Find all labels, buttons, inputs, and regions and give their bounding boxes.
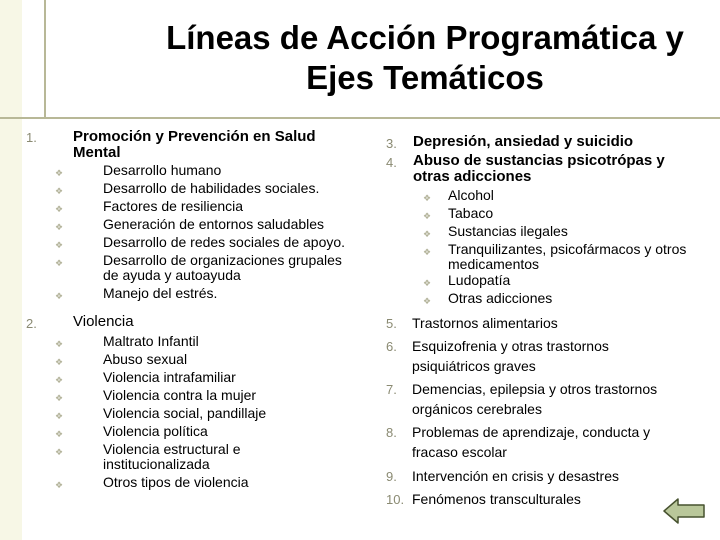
bullet-icon: ❖ (55, 411, 64, 421)
title-line-1: Líneas de Acción Programática y (166, 19, 684, 56)
list-item: ❖ Tranquilizantes, psicofármacos y otros medicamentos (423, 241, 687, 272)
list-item: ❖ Desarrollo de organizaciones grupales de ayuda y autoayuda (55, 252, 342, 283)
bullet-icon: ❖ (55, 339, 64, 349)
bullet-icon: ❖ (423, 193, 432, 203)
bullet-icon: ❖ (55, 375, 64, 385)
item-10-number: 10. (386, 492, 405, 507)
item-9-number: 9. (386, 469, 397, 484)
section-1-list (55, 162, 346, 304)
bullet-icon: ❖ (55, 357, 64, 367)
item-7-text: Demencias, epilepsia y otros trastornos orgánicos cerebrales (412, 381, 658, 417)
bullet-icon: ❖ (55, 186, 64, 196)
list-item: ❖ Otros tipos de violencia (103, 475, 266, 490)
vertical-rule (44, 0, 46, 118)
item-4-sublist (423, 187, 687, 309)
list-item: ❖ Generación de entornos saludables (103, 217, 345, 232)
bullet-icon: ❖ (55, 429, 64, 439)
item-9-text: Intervención en crisis y desastres (412, 468, 619, 484)
item-6-text: Esquizofrenia y otras trastornos psiquiátricos graves (412, 338, 609, 374)
bullet-icon: ❖ (423, 278, 432, 288)
list-item: ❖ Abuso sexual (103, 352, 266, 367)
list-item: ❖ Alcohol (448, 188, 686, 203)
arrow-left-icon (662, 497, 706, 525)
item-8-text: Problemas de aprendizaje, conducta y fracaso escolar (412, 424, 651, 460)
list-item: ❖ Violencia estructural e institucionalizada (55, 441, 241, 472)
section-2-number: 2. (26, 316, 37, 331)
list-item: ❖ Violencia social, pandillaje (103, 406, 266, 421)
item-6-number: 6. (386, 339, 397, 354)
list-item: ❖ Otras adicciones (448, 291, 686, 306)
bullet-icon: ❖ (55, 291, 64, 301)
item-4-number: 4. (386, 155, 397, 170)
section-1-number: 1. (26, 130, 37, 145)
list-item: ❖ Violencia política (103, 424, 266, 439)
list-item: ❖ Ludopatía (448, 273, 686, 288)
bullet-icon: ❖ (55, 168, 64, 178)
list-item: ❖ Tabaco (448, 206, 686, 221)
bullet-icon: ❖ (423, 247, 432, 257)
list-item: ❖ Sustancias ilegales (448, 224, 686, 239)
list-item: ❖ Desarrollo de redes sociales de apoyo. (103, 235, 345, 250)
item-5-text: Trastornos alimentarios (412, 315, 558, 331)
bullet-icon: ❖ (55, 258, 64, 268)
list-item: ❖ Violencia intrafamiliar (103, 370, 266, 385)
section-1-heading-line-2: Mental (73, 144, 121, 161)
list-item: ❖ Maltrato Infantil (103, 334, 266, 349)
item-10-text: Fenómenos transculturales (412, 491, 581, 507)
bullet-icon: ❖ (55, 204, 64, 214)
list-item: ❖ Manejo del estrés. (103, 286, 345, 301)
horizontal-rule (0, 117, 720, 119)
bullet-icon: ❖ (55, 240, 64, 250)
list-item: ❖ Desarrollo humano (103, 163, 345, 178)
left-band-decoration (0, 0, 22, 540)
item-5-number: 5. (386, 316, 397, 331)
list-item: ❖ Factores de resiliencia (103, 199, 345, 214)
list-item: ❖ Desarrollo de habilidades sociales. (103, 181, 345, 196)
section-2-list (55, 333, 267, 493)
title-line-2: Ejes Temáticos (306, 59, 544, 96)
bullet-icon: ❖ (55, 447, 64, 457)
back-button[interactable] (662, 497, 706, 525)
bullet-icon: ❖ (423, 211, 432, 221)
bullet-icon: ❖ (55, 480, 64, 490)
bullet-icon: ❖ (55, 393, 64, 403)
section-1-heading (73, 129, 316, 161)
item-8-number: 8. (386, 425, 397, 440)
bullet-icon: ❖ (423, 229, 432, 239)
item-7-number: 7. (386, 382, 397, 397)
item-3-number: 3. (386, 136, 397, 151)
list-item: ❖ Violencia contra la mujer (103, 388, 266, 403)
bullet-icon: ❖ (55, 222, 64, 232)
bullet-icon: ❖ (423, 296, 432, 306)
section-2-heading: Violencia (73, 313, 134, 330)
section-1-heading-line-1: Promoción y Prevención en Salud (73, 128, 316, 145)
item-4-text: Abuso de sustancias psicotrópas y otras adicciones (413, 152, 665, 185)
item-3-text: Depresión, ansiedad y suicidio (413, 133, 634, 150)
slide-title (80, 18, 720, 98)
